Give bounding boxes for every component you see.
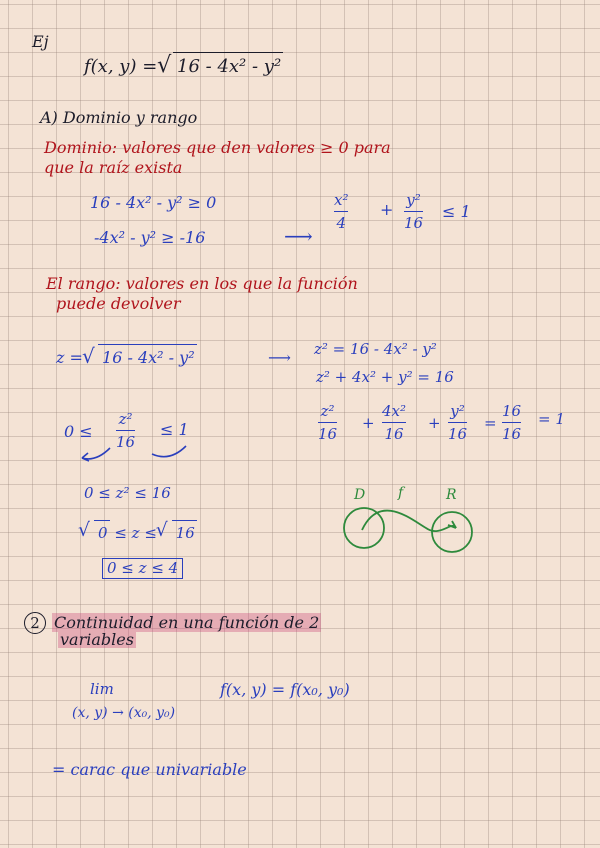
bound-right: ≤ 1 <box>160 420 189 439</box>
bound-left: 0 ≤ <box>64 422 93 441</box>
sqrt-range-mid: ≤ z ≤ <box>114 524 157 542</box>
sphere-num-x: 4x² <box>382 402 407 420</box>
plus-sign: + <box>380 200 394 219</box>
limit-label: lim <box>90 680 114 698</box>
section-a-title: A) Dominio y rango <box>40 108 198 127</box>
plus-sign: + <box>428 414 441 432</box>
inequality-1: 16 - 4x² - y² ≥ 0 <box>90 193 217 212</box>
function-radicand: 16 - 4x² - y² <box>173 52 283 77</box>
ellipse-den-y: 16 <box>404 214 424 232</box>
range-note-line1: El rango: valores en los que la función <box>46 274 358 293</box>
sphere-den-16: 16 <box>502 425 522 443</box>
bound-num: z² <box>118 410 133 428</box>
sphere-num-z: z² <box>320 402 335 420</box>
diagram-label-d: D <box>354 487 366 503</box>
z-squared-equation: z² = 16 - 4x² - y² <box>314 340 437 358</box>
z-lhs: z = <box>56 348 83 367</box>
section-number-circle-icon: 2 <box>24 612 46 634</box>
plus-sign: + <box>362 414 375 432</box>
function-lhs: f(x, y) = <box>84 56 158 77</box>
sphere-num-y: y² <box>450 402 465 420</box>
ellipse-num-x: x² <box>334 191 349 209</box>
z-radicand: 16 - 4x² - y² <box>98 344 197 367</box>
limit-subscript: (x, y) → (x₀, y₀) <box>72 705 176 721</box>
domain-note-line1: Dominio: valores que den valores ≥ 0 para <box>44 138 391 157</box>
sphere-den-x: 16 <box>384 425 404 443</box>
bound-arrow-right-icon <box>152 446 186 457</box>
sphere-den-y: 16 <box>448 425 468 443</box>
range-note-line2: puede devolver <box>56 294 181 313</box>
diagram-label-r: R <box>446 487 457 503</box>
ellipse-num-y: y² <box>406 191 421 209</box>
inequality-2: -4x² - y² ≥ -16 <box>94 228 206 247</box>
bound-den: 16 <box>116 433 136 451</box>
ellipse-rhs: ≤ 1 <box>442 202 471 221</box>
equals-one: = 1 <box>538 410 565 428</box>
mapping-arrow-icon <box>362 511 456 532</box>
section-2-title-line2: variables <box>60 630 134 649</box>
sphere-den-z: 16 <box>318 425 338 443</box>
sphere-num-16: 16 <box>502 402 522 420</box>
exercise-label: Ej <box>32 32 49 51</box>
section-2-title-line1: Continuidad en una función de 2 <box>54 613 320 632</box>
z-arrow-icon: ⟶ <box>268 348 291 367</box>
bound-arrow-left-icon <box>82 448 110 459</box>
equals-sign: = <box>484 414 497 432</box>
limit-expression: f(x, y) = f(x₀, y₀) <box>220 680 350 699</box>
sqrt-range-left: 0 <box>94 520 110 542</box>
arrow-icon: ⟶ <box>284 224 313 248</box>
z-squared-range: 0 ≤ z² ≤ 16 <box>84 484 171 502</box>
z-sum-equation: z² + 4x² + y² = 16 <box>316 368 454 386</box>
final-range-box: 0 ≤ z ≤ 4 <box>102 558 183 579</box>
diagram-label-f: f <box>398 485 404 501</box>
sqrt-range-right: 16 <box>172 520 197 542</box>
ellipse-den-x: 4 <box>336 214 347 232</box>
continuity-note: = carac que univariable <box>52 760 247 779</box>
domain-note-line2: que la raíz exista <box>44 158 183 177</box>
range-circle-icon <box>432 512 472 552</box>
